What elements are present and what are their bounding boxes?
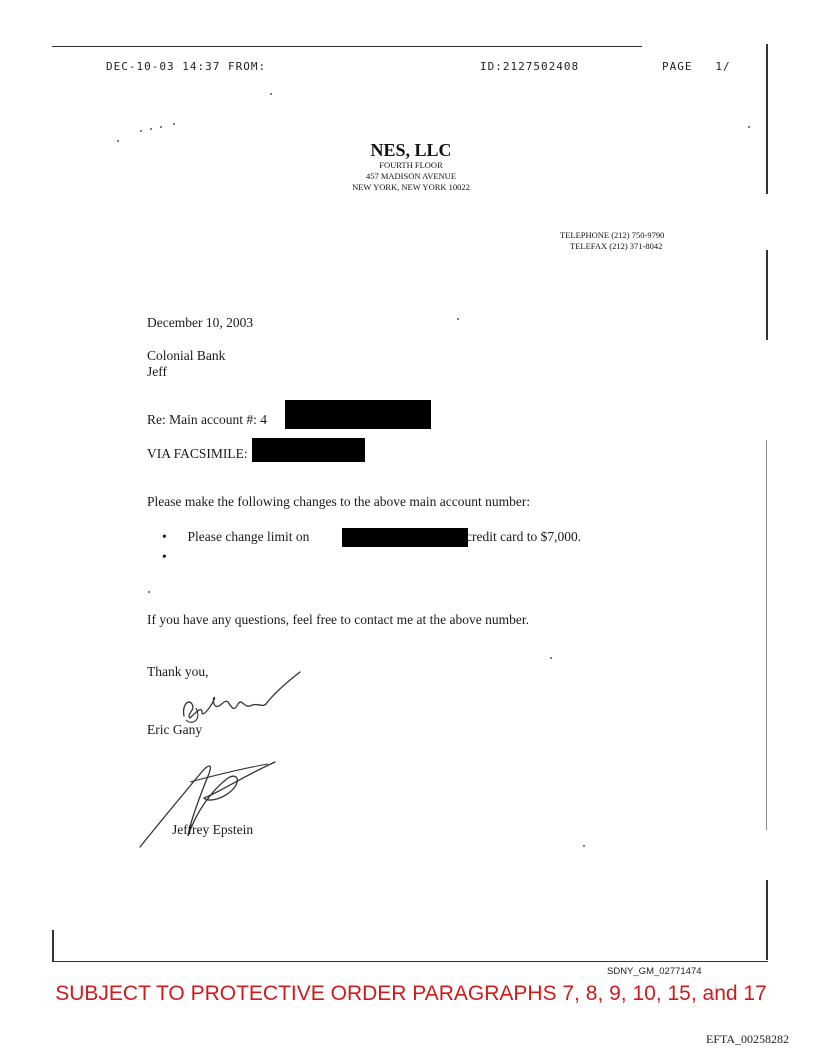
re-label: Re: Main account #: (147, 412, 257, 427)
scan-speck (148, 591, 150, 593)
bottom-scan-edge (52, 961, 768, 962)
scan-speck (117, 140, 119, 142)
bullet-marker: • (162, 529, 167, 544)
fax-date-time: DEC-10-03 14:37 FROM: (106, 60, 267, 73)
redaction-account-number (285, 400, 431, 429)
scan-speck (173, 123, 175, 125)
signature-eric-gany (172, 668, 312, 728)
redaction-card-name (342, 528, 468, 547)
bullet-marker: • (162, 549, 167, 564)
letterhead-street: 457 MADISON AVENUE (365, 171, 457, 181)
scan-speck (583, 845, 585, 847)
scan-speck (270, 93, 272, 95)
recipient-name: Jeff (147, 364, 167, 379)
fax-page: PAGE 1/ (662, 60, 731, 73)
company-name: NES, LLC (370, 140, 452, 160)
bullet-2 (162, 549, 167, 565)
thank-you: Thank you, (147, 664, 209, 679)
bates-number: SDNY_GM_02771474 (607, 966, 702, 977)
right-scan-edge (766, 44, 768, 194)
signer-2: Jeffrey Epstein (172, 822, 254, 837)
bullet-1 (162, 529, 309, 545)
closing-question: If you have any questions, feel free to contact me at the above number. (147, 612, 529, 627)
redaction-fax-number (252, 438, 365, 462)
letterhead (300, 140, 522, 193)
right-scan-edge-lower (766, 440, 767, 830)
intro-text: Please make the following changes to the above main account number: (147, 494, 531, 509)
signer-1: Eric Gany (147, 722, 203, 737)
scan-speck (748, 126, 750, 128)
re-visible-digit: 4 (260, 412, 267, 427)
via-line: VIA FACSIMILE: (147, 446, 248, 461)
top-scan-edge (52, 46, 642, 47)
scan-speck (160, 126, 162, 128)
letterhead-floor: FOURTH FLOOR (379, 160, 443, 170)
protective-order-notice: SUBJECT TO PROTECTIVE ORDER PARAGRAPHS 7, 8, 9, 10, 15, and 17 (55, 982, 767, 1005)
bullet-1-before: Please change limit on (187, 529, 310, 544)
right-scan-edge-bottom (766, 880, 768, 960)
recipient-bank: Colonial Bank (147, 348, 226, 363)
scan-speck (140, 130, 142, 132)
re-line (147, 412, 267, 428)
letter-date: December 10, 2003 (147, 315, 254, 330)
right-scan-edge-mid (766, 250, 768, 340)
scan-speck (457, 318, 459, 320)
letterhead-city: NEW YORK, NEW YORK 10022 (352, 182, 470, 192)
scan-speck (550, 657, 552, 659)
bullet-1-after: credit card to $7,000. (466, 529, 582, 544)
telefax: TELEFAX (212) 371-8042 (570, 241, 663, 251)
fax-id: ID:2127502408 (480, 60, 580, 73)
telephone: TELEPHONE (212) 750-9790 (560, 230, 665, 240)
left-scan-edge (52, 930, 54, 962)
efta-number: EFTA_00258282 (706, 1032, 790, 1046)
scan-speck (150, 128, 152, 130)
